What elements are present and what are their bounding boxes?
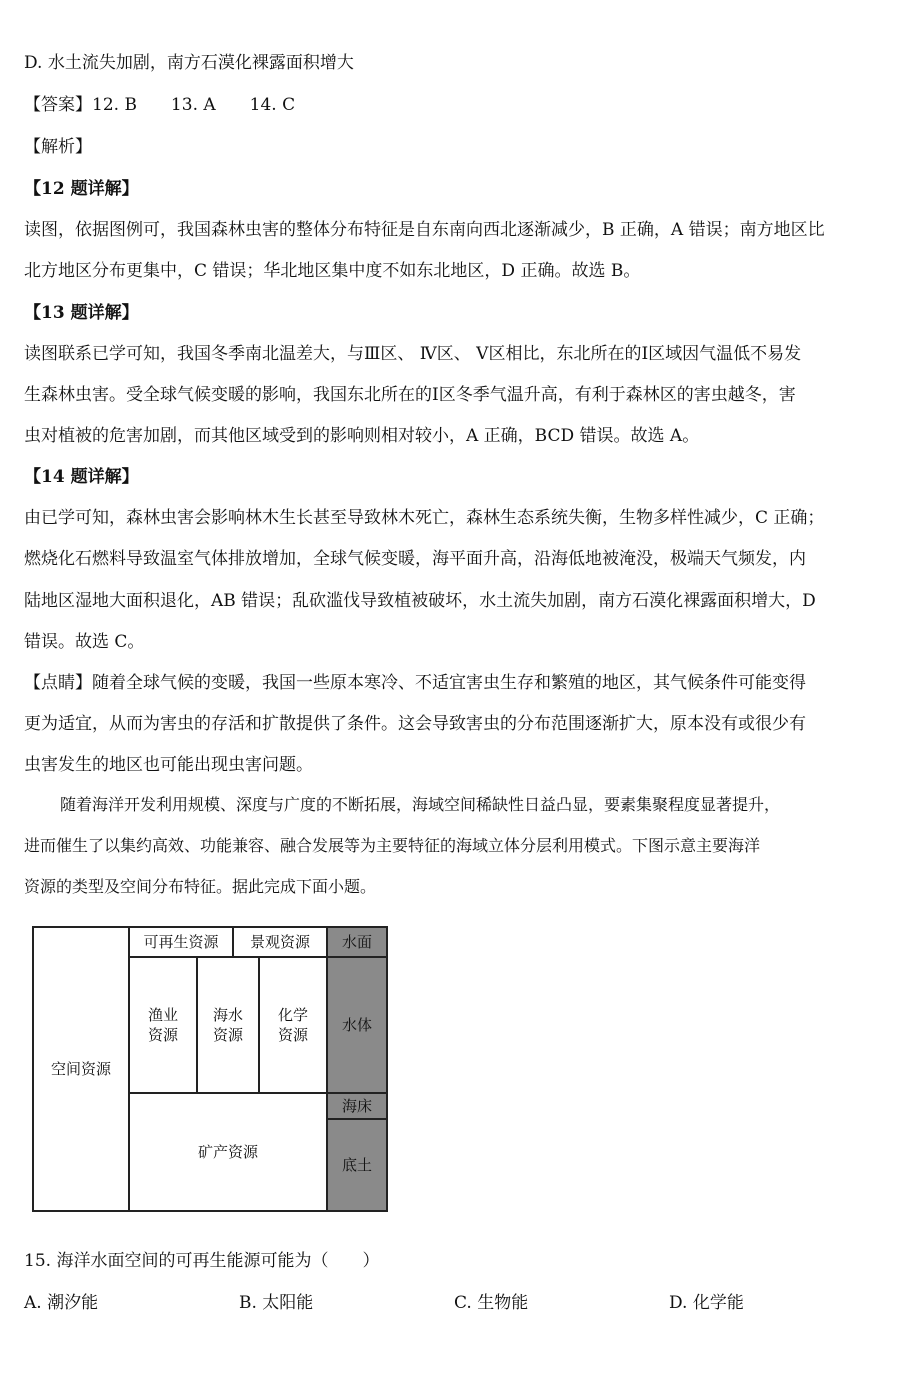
q13-text-2: 生森林虫害。受全球气候变暖的影响，我国东北所在的Ⅰ区冬季气温升高，有利于森林区的害虫越冬，害 [24, 385, 796, 405]
option-d-text: D. 水土流失加剧，南方石漠化裸露面积增大 [24, 53, 354, 73]
q14-text-1: 由已学可知，森林虫害会影响林木生长甚至导致林木死亡，森林生态系统失衡，生物多样性减少，C 正确； [24, 508, 825, 528]
intro-text-1: 随着海洋开发利用规模、深度与广度的不断拓展，海域空间稀缺性日益凸显，要素集聚程度显著提升， [60, 795, 781, 814]
subsoil-layer-cell: 底土 [326, 1118, 388, 1212]
water-body-layer-cell: 水体 [326, 956, 388, 1094]
q12-text-1: 读图，依据图例可，我国森林虫害的整体分布特征是自东南向西北逐渐减少，B 正确，A 错误；南方地区比 [24, 220, 825, 240]
option-a[interactable]: A. 潮汐能 [24, 1293, 99, 1313]
ocean-resources-diagram [32, 926, 388, 1212]
tip-text-3: 虫害发生的地区也可能出现虫害问题。 [24, 755, 313, 775]
q14-text-4: 错误。故选 C。 [24, 632, 145, 652]
chemical-resources-cell: 化学 资源 [258, 956, 328, 1094]
landscape-resources-cell: 景观资源 [232, 926, 328, 958]
intro-text-2: 进而催生了以集约高效、功能兼容、融合发展等为主要特征的海域立体分层利用模式。下图示意主要海洋 [24, 836, 761, 855]
tip-text-1: 【点睛】随着全球气候的变暖，我国一些原本寒冷、不适宜害虫生存和繁殖的地区，其气候条件可能变得 [24, 673, 806, 693]
seabed-layer-cell: 海床 [326, 1092, 388, 1120]
q13-heading: 【13 题详解】 [24, 303, 139, 323]
q12-heading: 【12 题详解】 [24, 179, 139, 199]
space-resources-cell: 空间资源 [32, 926, 130, 1212]
mineral-resources-cell: 矿产资源 [128, 1092, 328, 1212]
answer-line: 【答案】12. B 13. A 14. C [24, 95, 296, 115]
analysis-heading: 【解析】 [24, 137, 92, 157]
intro-text-3: 资源的类型及空间分布特征。据此完成下面小题。 [24, 877, 377, 896]
question-15-stem: 15. 海洋水面空间的可再生能源可能为（ ） [24, 1251, 380, 1271]
surface-layer-cell: 水面 [326, 926, 388, 958]
q13-text-3: 虫对植被的危害加剧，而其他区域受到的影响则相对较小，A 正确，BCD 错误。故选 A。 [24, 426, 700, 446]
option-c[interactable]: C. 生物能 [454, 1293, 529, 1313]
option-b[interactable]: B. 太阳能 [239, 1293, 314, 1313]
seawater-resources-cell: 海水 资源 [196, 956, 260, 1094]
fishery-resources-cell: 渔业 资源 [128, 956, 198, 1094]
q13-text-1: 读图联系已学可知，我国冬季南北温差大，与Ⅲ区、 Ⅳ区、 Ⅴ区相比，东北所在的Ⅰ区域因气温低不易发 [24, 344, 802, 364]
tip-text-2: 更为适宜，从而为害虫的存活和扩散提供了条件。这会导致害虫的分布范围逐渐扩大，原本没有或很少有 [24, 714, 806, 734]
q14-text-2: 燃烧化石燃料导致温室气体排放增加，全球气候变暖，海平面升高，沿海低地被淹没，极端天气频发，内 [24, 549, 806, 569]
q14-text-3: 陆地区湿地大面积退化，AB 错误；乱砍滥伐导致植被破坏，水土流失加剧，南方石漠化裸露面积增大，D [24, 591, 816, 611]
renewable-resources-cell: 可再生资源 [128, 926, 234, 958]
option-d[interactable]: D. 化学能 [669, 1293, 744, 1313]
q14-heading: 【14 题详解】 [24, 467, 139, 487]
q12-text-2: 北方地区分布更集中，C 错误；华北地区集中度不如东北地区，D 正确。故选 B。 [24, 261, 641, 281]
